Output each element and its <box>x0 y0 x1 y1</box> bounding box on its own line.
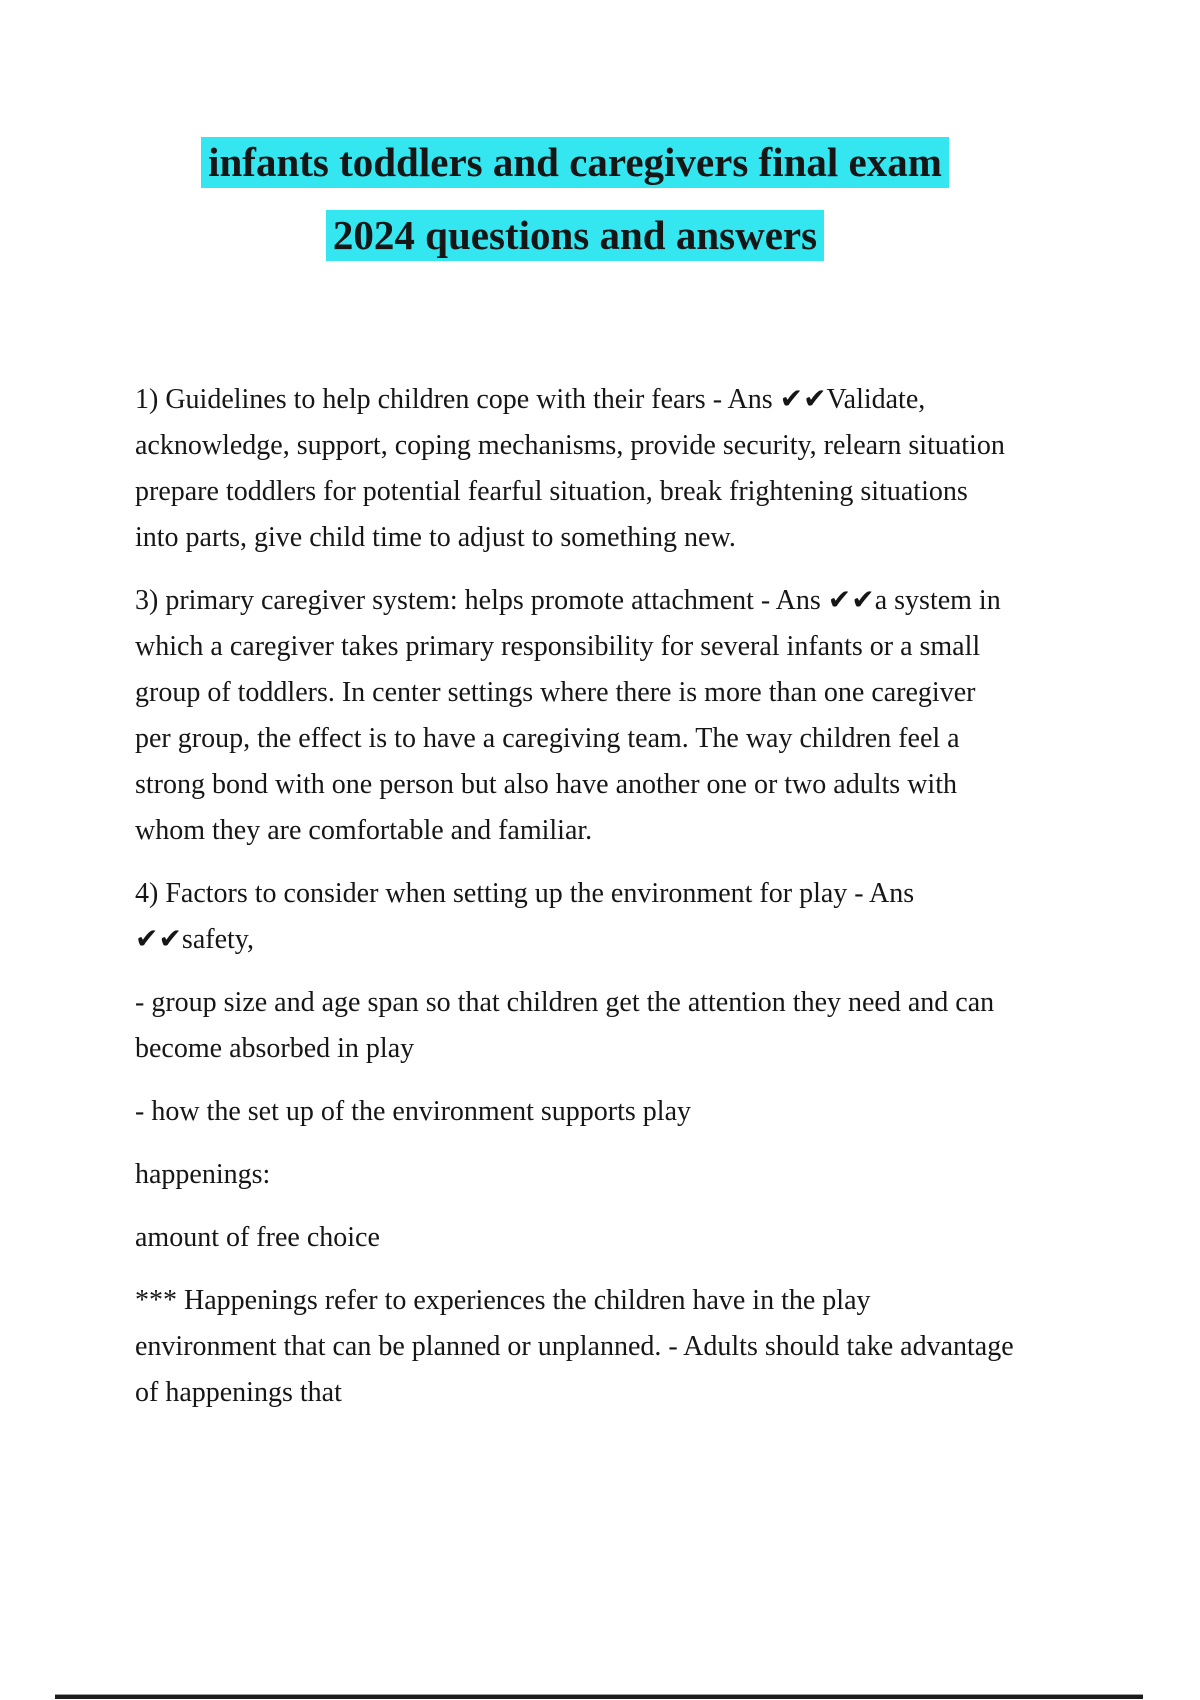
paragraph-free-choice: amount of free choice <box>135 1222 380 1253</box>
next-page-top-edge <box>55 1694 1143 1699</box>
paragraph-happenings-label: happenings: <box>135 1159 271 1190</box>
document-body <box>135 377 1015 1416</box>
paragraph-question-3: 3) primary caregiver system: helps promote attachment - Ans ✔✔a system in which a caregiver takes primary responsibility for several infants or a small group of toddlers. In center settings where there is more than one caregiver per group, the effect is to have a caregiving team. The way children feel a strong bond with one person but also have another one or two adults with whom they are comfortable and familiar. <box>135 585 1001 846</box>
title-line-1: infants toddlers and caregivers final exam <box>201 137 949 188</box>
paragraph-bullet-group-size: - group size and age span so that children get the attention they need and can become absorbed in play <box>135 987 995 1064</box>
title-line-1-wrap <box>135 137 1015 188</box>
title-line-2-wrap <box>135 210 1015 261</box>
paragraph-bullet-environment: - how the set up of the environment supports play <box>135 1096 692 1127</box>
document-title <box>135 0 1015 261</box>
paragraph-happenings-note: *** Happenings refer to experiences the children have in the play environment that can be planned or unplanned. - Adults should take advantage of happenings that <box>135 1285 1014 1408</box>
document-content <box>135 0 1015 1416</box>
title-line-2: 2024 questions and answers <box>326 210 824 261</box>
paragraph-question-1: 1) Guidelines to help children cope with their fears - Ans ✔✔Validate, acknowledge, support, coping mechanisms, provide security, relearn situation prepare toddlers for potential fearful situation, break frightening situations into parts, give child time to adjust to something new. <box>135 384 1005 553</box>
paragraph-question-4: 4) Factors to consider when setting up the environment for play - Ans ✔✔safety, <box>135 878 915 955</box>
